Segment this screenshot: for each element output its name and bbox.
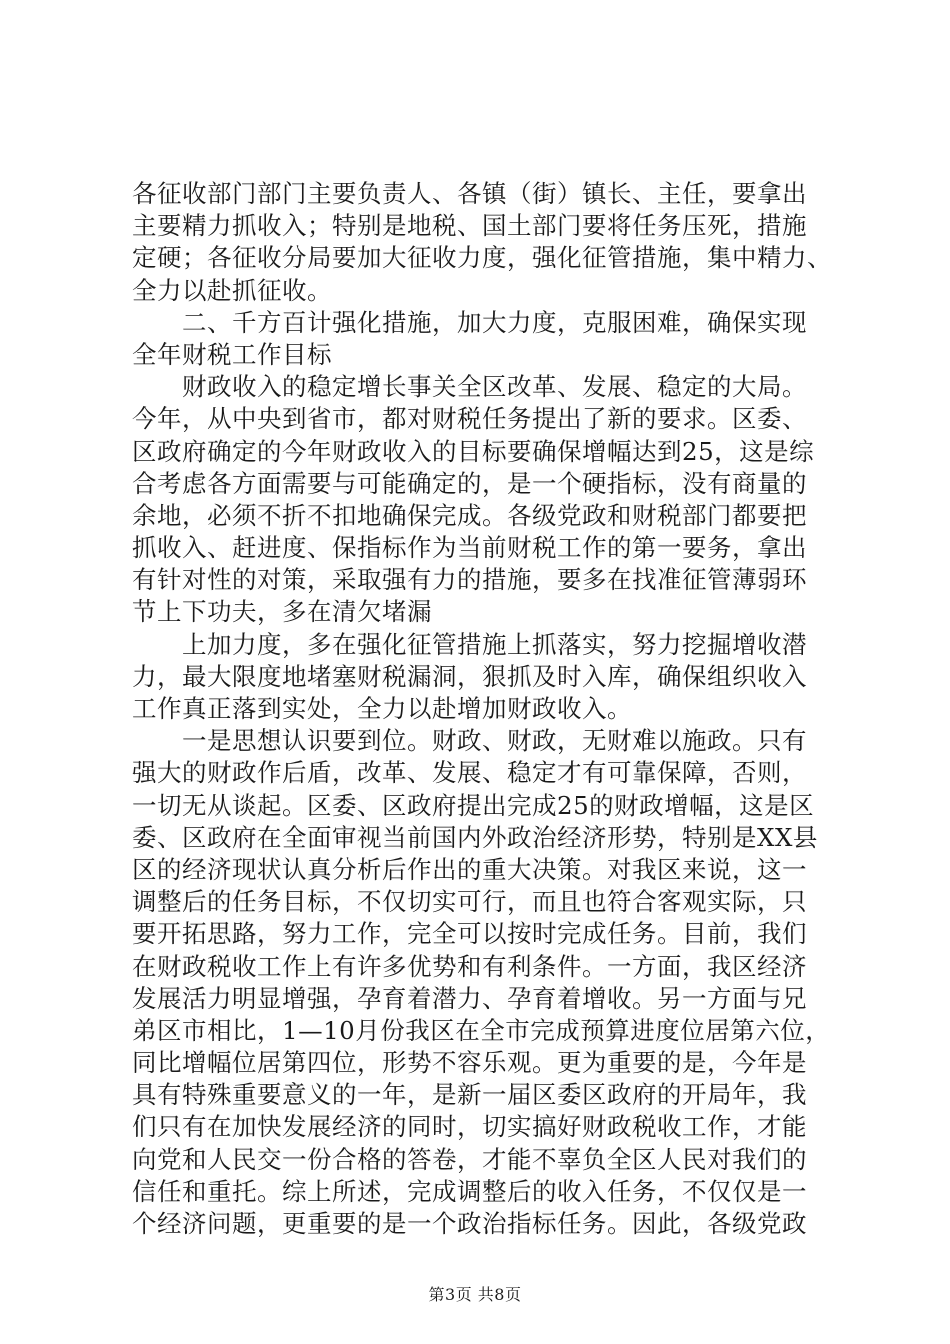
text-line: 全年财税工作目标 bbox=[132, 339, 332, 369]
text-line: 主要精力抓收入；特别是地税、国土部门要将任务压死，措施 bbox=[132, 211, 807, 241]
text-line: 力，最大限度地堵塞财税漏洞，狠抓及时入库，确保组织收入 bbox=[132, 661, 807, 691]
paragraph-first-line: 上加力度，多在强化征管措施上抓落实，努力挖掘增收潜 bbox=[182, 629, 807, 659]
text-line: 个经济问题，更重要的是一个政治指标任务。因此，各级党政 bbox=[132, 1209, 807, 1238]
text-line: 工作真正落到实处，全力以赴增加财政收入。 bbox=[132, 694, 632, 723]
text-line: 定硬；各征收分局要加大征收力度，强化征管措施，集中精力、 bbox=[132, 243, 832, 273]
text-line: 调整后的任务目标，不仅切实可行，而且也符合客观实际，只 bbox=[132, 887, 807, 917]
text-line: 信任和重托。综上所述，完成调整后的收入任务，不仅仅是一 bbox=[132, 1176, 807, 1206]
text-line: 强大的财政作后盾，改革、发展、稳定才有可靠保障，否则， bbox=[132, 758, 807, 788]
page-number-footer: 第3页 共8页 bbox=[428, 1285, 522, 1304]
text-line: 向党和人民交一份合格的答卷，才能不辜负全区人民对我们的 bbox=[132, 1144, 807, 1174]
text-line: 今年，从中央到省市，都对财税任务提出了新的要求。区委、 bbox=[132, 404, 807, 434]
text-line: 各征收部门部门主要负责人、各镇（街）镇长、主任，要拿出 bbox=[132, 179, 807, 208]
text-line: 全力以赴抓征收。 bbox=[132, 275, 332, 305]
text-line: 发展活力明显增强，孕育着潜力、孕育着增收。另一方面与兄 bbox=[132, 983, 807, 1013]
text-line: 在财政税收工作上有许多优势和有利条件。一方面，我区经济 bbox=[132, 951, 807, 981]
text-line: 余地，必须不折不扣地确保完成。各级党政和财税部门都要把 bbox=[132, 500, 807, 530]
text-line: 节上下功夫，多在清欠堵漏 bbox=[132, 597, 432, 627]
text-line: 同比增幅位居第四位，形势不容乐观。更为重要的是，今年是 bbox=[132, 1048, 807, 1078]
text-line: 要开拓思路，努力工作，完全可以按时完成任务。目前，我们 bbox=[132, 919, 807, 949]
text-line: 弟区市相比，1—10月份我区在全市完成预算进度位居第六位， bbox=[132, 1015, 831, 1045]
paragraph-first-line: 二、千方百计强化措施，加大力度，克服困难，确保实现 bbox=[182, 307, 807, 337]
text-line: 们只有在加快发展经济的同时，切实搞好财政税收工作，才能 bbox=[132, 1112, 807, 1142]
document-body bbox=[132, 178, 852, 1240]
text-line: 委、区政府在全面审视当前国内外政治经济形势，特别是XX县 bbox=[132, 822, 818, 852]
text-line: 区政府确定的今年财政收入的目标要确保增幅达到25，这是综 bbox=[132, 436, 815, 466]
text-line: 一切无从谈起。区委、区政府提出完成25的财政增幅，这是区 bbox=[132, 790, 815, 820]
paragraph-first-line: 财政收入的稳定增长事关全区改革、发展、稳定的大局。 bbox=[182, 372, 807, 402]
text-line: 有针对性的对策，采取强有力的措施，要多在找准征管薄弱环 bbox=[132, 565, 807, 595]
text-line: 抓收入、赶进度、保指标作为当前财税工作的第一要务，拿出 bbox=[132, 533, 807, 563]
paragraph-first-line: 一是思想认识要到位。财政、财政，无财难以施政。只有 bbox=[182, 726, 807, 756]
text-line: 具有特殊重要意义的一年，是新一届区委区政府的开局年，我 bbox=[132, 1080, 807, 1110]
text-line: 区的经济现状认真分析后作出的重大决策。对我区来说，这一 bbox=[132, 854, 807, 884]
text-line: 合考虑各方面需要与可能确定的，是一个硬指标，没有商量的 bbox=[132, 468, 807, 498]
